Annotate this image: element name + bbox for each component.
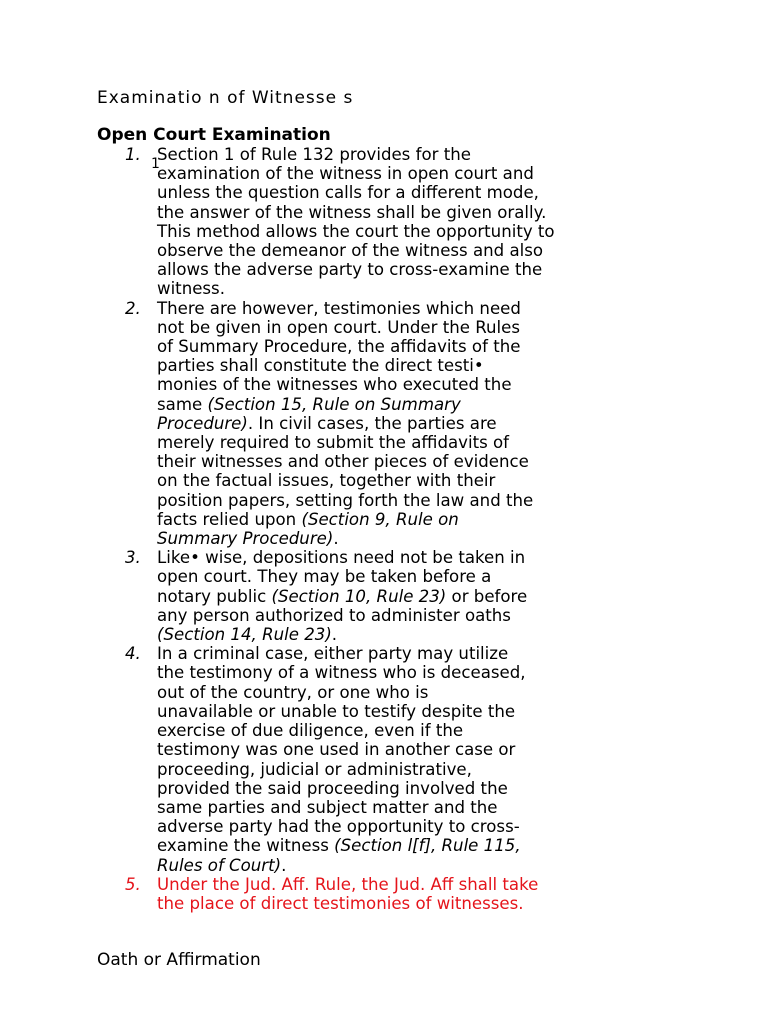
list-item-3: [0, 548, 677, 644]
item-line: adverse party had the opportunity to cross-: [157, 817, 520, 837]
item-line: unavailable or unable to testify despite the: [157, 701, 516, 721]
item-line: [157, 414, 677, 433]
item-line: Section 1 of Rule 132 provides for the: [157, 145, 471, 164]
list-item-5: [0, 875, 677, 913]
item-line: [157, 625, 677, 644]
citation: Procedure): [157, 413, 248, 433]
item-text: facts relied upon: [157, 509, 302, 529]
citation: (Section l[f], Rule 115,: [334, 836, 521, 856]
item-number: 3.: [125, 548, 141, 568]
item-line: open court. They may be taken before a: [157, 567, 492, 587]
citation: (Section 15, Rule on Summary: [207, 394, 461, 414]
item-line: same parties and subject matter and the: [157, 797, 498, 817]
item-text: . In civil cases, the parties are: [247, 413, 497, 433]
item-line: examination of the witness in open court and: [157, 164, 534, 184]
item-line: This method allows the court the opportunity to: [157, 221, 555, 241]
item-line: Under the Jud. Aff. Rule, the Jud. Aff shall take: [157, 874, 539, 894]
item-text: .: [331, 625, 338, 645]
item-text: same: [157, 394, 208, 414]
item-line: not be given in open court. Under the Rules: [157, 317, 520, 337]
list-item-1: [0, 145, 677, 299]
item-line: unless the question calls for a different mode,: [157, 183, 539, 203]
item-line: [157, 510, 677, 529]
item-line: merely required to submit the affidavits of: [157, 433, 510, 453]
item-line: allows the adverse party to cross-examine the: [157, 260, 543, 280]
item-line: parties shall constitute the direct testi•: [157, 356, 484, 376]
stray-mark: 1: [151, 156, 160, 172]
item-number: 4.: [125, 644, 141, 664]
list-item-2: [0, 299, 677, 549]
item-text: notary public: [157, 586, 272, 606]
item-line: on the factual issues, together with their: [157, 471, 496, 491]
item-line: provided the said proceeding involved the: [157, 778, 508, 798]
item-line: witness.: [157, 279, 225, 299]
item-line: [157, 587, 677, 606]
item-line: testimony was one used in another case or: [157, 740, 516, 760]
item-line: out of the country, or one who is: [157, 682, 429, 702]
item-text: .: [333, 529, 339, 549]
item-line: any person authorized to administer oaths: [157, 605, 511, 625]
document-title: Examinatio n of Witnesse s: [97, 88, 354, 108]
item-line: [157, 529, 677, 548]
item-line: monies of the witnesses who executed the: [157, 375, 512, 395]
item-line: [157, 856, 677, 875]
item-text: .: [281, 855, 287, 875]
item-line: exercise of due diligence, even if the: [157, 721, 464, 741]
citation: Summary Procedure): [157, 529, 334, 549]
item-number: 1.: [125, 145, 141, 164]
item-line: [157, 395, 677, 414]
item-line: There are however, testimonies which need: [157, 298, 521, 318]
section-heading-open-court: Open Court Examination: [97, 125, 331, 145]
list-item-4: [0, 644, 677, 874]
item-line: [157, 836, 677, 855]
citation: Rules of Court): [157, 855, 282, 875]
item-line: Like• wise, depositions need not be taken in: [157, 548, 526, 568]
item-line: the answer of the witness shall be given orally.: [157, 202, 547, 222]
item-line: position papers, setting forth the law and the: [157, 490, 534, 510]
citation: (Section 9, Rule on: [301, 509, 459, 529]
item-line: the place of direct testimonies of witnesses.: [157, 893, 524, 913]
item-line: the testimony of a witness who is deceased,: [157, 663, 526, 683]
item-line: of Summary Procedure, the affidavits of the: [157, 337, 521, 357]
section-heading-oath: Oath or Affirmation: [97, 950, 261, 970]
item-line: In a criminal case, either party may utilize: [157, 644, 509, 664]
citation: (Section 14, Rule 23): [157, 625, 332, 645]
item-text: examine the witness: [157, 836, 335, 856]
item-text: or before: [446, 586, 528, 606]
numbered-list: [0, 145, 768, 913]
item-line: proceeding, judicial or administrative,: [157, 759, 472, 779]
item-number: 2.: [125, 298, 141, 318]
item-line: observe the demeanor of the witness and also: [157, 241, 544, 261]
item-number: 5.: [125, 874, 141, 894]
item-line: their witnesses and other pieces of evidence: [157, 452, 529, 472]
citation: (Section 10, Rule 23): [271, 586, 447, 606]
